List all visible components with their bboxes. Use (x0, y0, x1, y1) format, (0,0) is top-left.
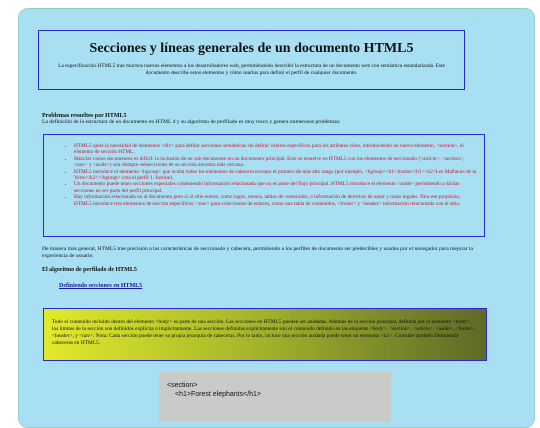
algorithm-description: Todo el contenido incluido dentro del elemento <body> es parte de una sección. Las secciones en HTML5 pueden ser anidadas. Además de la sección principal, definida por el elemento <body>, los límites de la sección son definidos explícita o implícitamente. Las secciones definidas explícitamente son el contenido definido en las etiquetas <body>, <section>, <article>, <aside>, <footer>, <header>, y <nav>. Nota: Cada sección puede tener su propia jerarquía de cabeceras. Por lo tanto, incluso una sección anidada puede tener un elemento <h1>. Consulte también Definiendo cabeceras en HTML5. (52, 319, 476, 346)
problem-item: • Un documento puede tener secciones especiales conteniendo información relacionada que no es parte del flujo principal. HTML5 introduce el elemento <aside> permitiendo a dichas secciones no ser parte del perfil principal. (74, 181, 478, 194)
problems-box (43, 134, 485, 237)
code-line: <h1>Forest elephants</h1> (175, 391, 262, 398)
code-line: <section> (167, 382, 198, 389)
page-container (18, 8, 535, 428)
summary-text: De manera más general, HTML5 trae precisión a las características de seccionado y cabecera, permitiendo a los perfiles de documento ser predecibles y usados por el navegador para mejorar la experiencia de usuario. (42, 246, 473, 259)
problems-heading: Problemas resueltos por HTML5 (42, 113, 127, 119)
problems-list (62, 143, 478, 207)
page-title: Secciones y líneas generales de un documento HTML5 (89, 41, 414, 56)
defining-sections-link[interactable]: Definiendo secciones en HTML5 (59, 283, 143, 289)
code-sample (159, 372, 391, 422)
problem-item: • Hay información relacionada no al documento pero sí al sitio entero, como logos, menús, tablas de contenidos, o información de derechos de autor y notas legales. Para ese propósito, HTML5 introduce tres elementos de sección específicos: <nav> para colecciones de enlaces, como una tabla de contenidos, <footer> y <header> información relacionada con el sitio. (74, 194, 478, 207)
intro-text: La especificación HTML5 trae muchos nuevos elementos a los desarrolladores web, permitiéndoles describir la estructura de un documento web con semántica estandarizada. Este documento describe estos elementos y cómo usarlos para definir el perfil de cualquier documento. (58, 63, 445, 76)
algorithm-heading: El algoritmo de perfilado de HTML5 (42, 267, 137, 273)
algorithm-description-box (43, 308, 487, 361)
problems-subtitle: La definición de la estructura de un documento en HTML 4 y su algoritmo de perfilado es muy tosco y genera numerosos problemas: (42, 119, 341, 125)
problem-item: • HTML5 introduce el elemento <hgroup> que oculta todos los elementos de cabecera excepto el primero de más alto rango (por ejemplo, <hgroup><h1>Justine</h1><h2>Les Malheurs de la Vertu</h2></hgroup> crea el perfil 1. Justine). (74, 169, 478, 182)
problem-item: • Mezclar varios documentos es difícil: la inclusión de un sub-documento en un documento principal. Esto se resuelve en HTML5 con los elementos de seccionado (<article>, <section>, <nav> y <aside>) son siempre subsecciones de su sección ancestra más cercana. (74, 156, 478, 169)
header-box (38, 30, 465, 90)
problem-item: • HTML5 quita la necesidad de elementos <div> para definir secciones semánticas sin definir valores específicos para los atributos class, introduciendo un nuevo elemento, <section>, el elemento de sección HTML. (74, 143, 478, 156)
